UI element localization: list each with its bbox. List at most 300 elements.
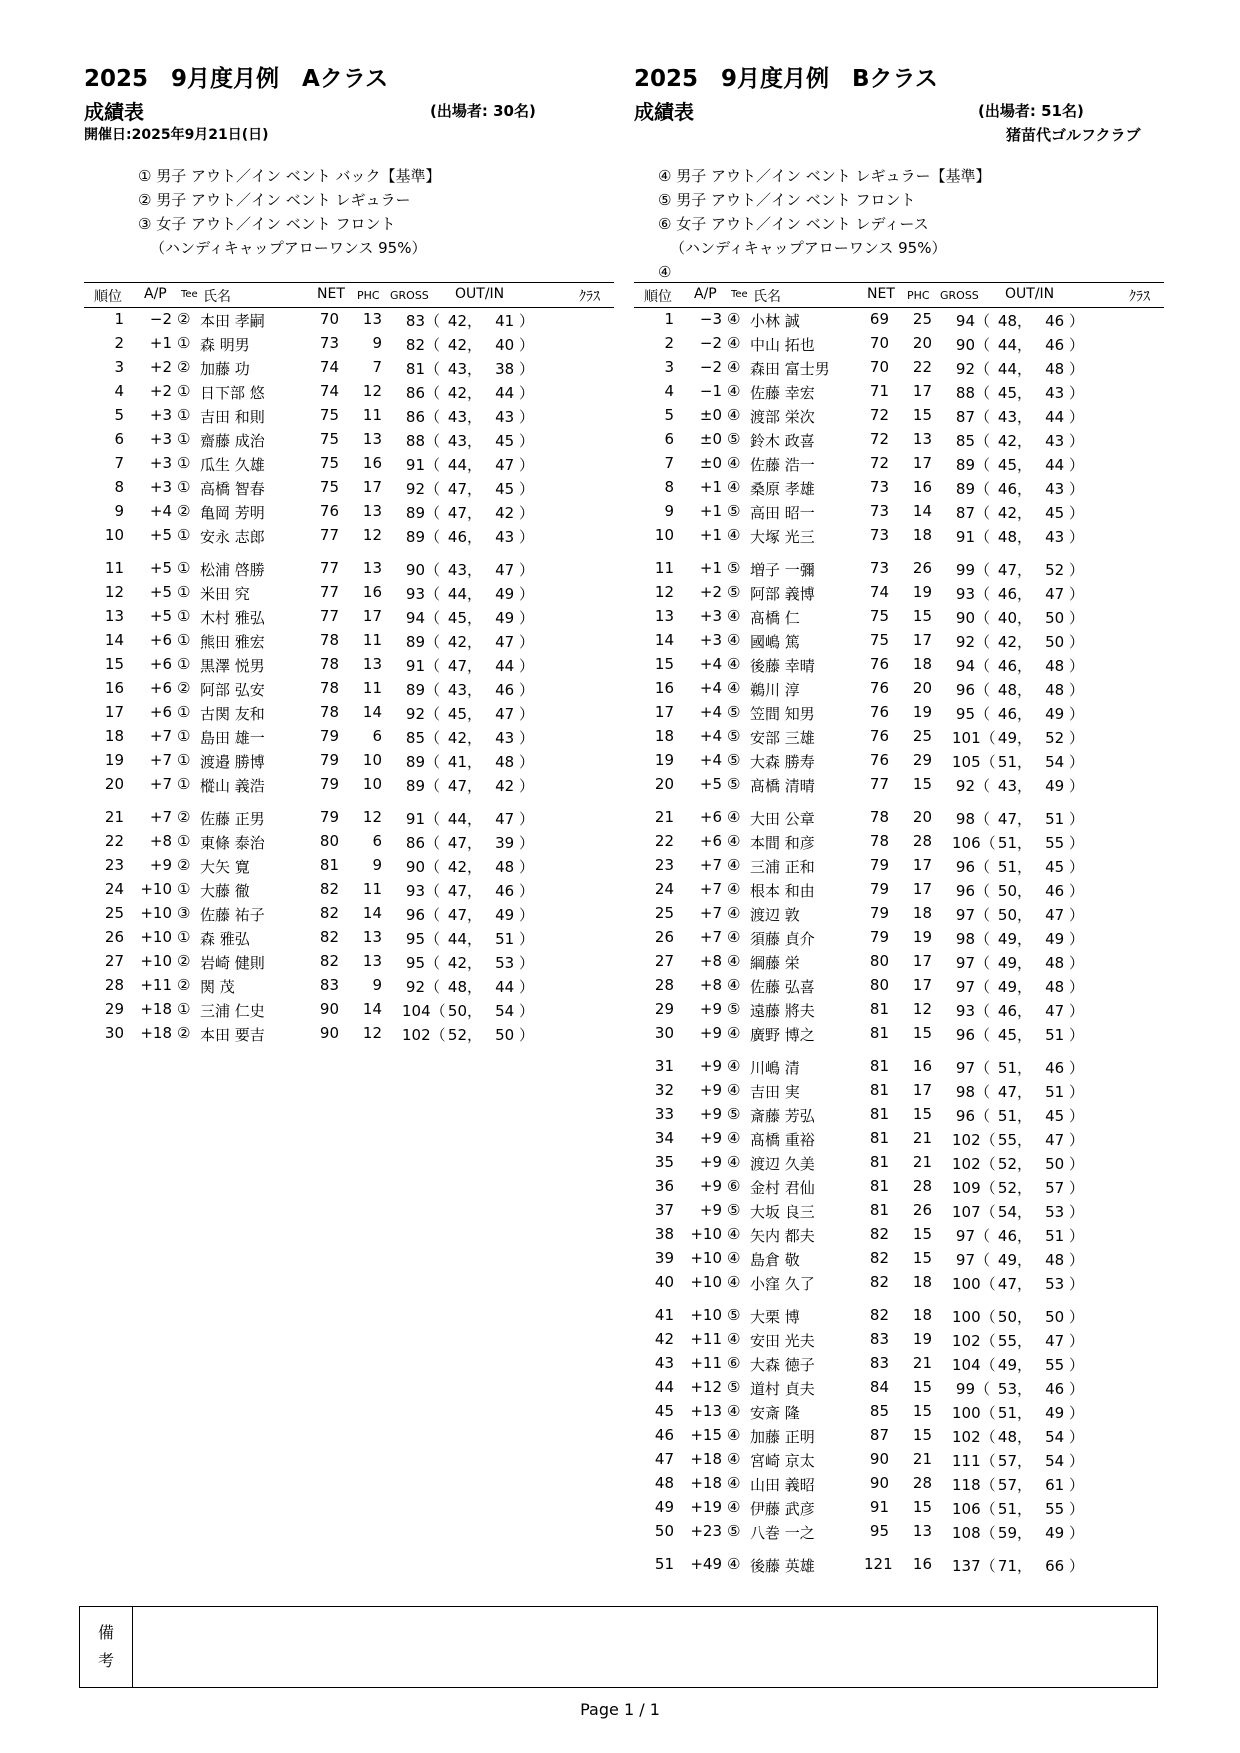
cell-name: 増子 一彌 <box>750 561 815 579</box>
cell-phc: 17 <box>912 976 932 994</box>
table-row <box>84 902 614 926</box>
cell-phc: 15 <box>912 607 932 625</box>
cell-tee: ⑥ <box>727 1177 741 1195</box>
cell-gross: 92（ <box>405 480 440 498</box>
cell-name: 齋藤 成治 <box>200 432 265 450</box>
cell-out: 42， <box>447 312 482 330</box>
cell-out: 49， <box>997 978 1032 996</box>
cell-rank: 5 <box>114 406 124 424</box>
cell-ap: +18 <box>690 1450 722 1468</box>
cell-tee: ② <box>177 976 191 994</box>
cell-out: 46， <box>447 528 482 546</box>
cell-tee: ④ <box>727 952 741 970</box>
cell-out: 49， <box>997 1251 1032 1269</box>
cell-ap: +1 <box>699 502 722 520</box>
cell-name: 大矢 寛 <box>200 858 250 876</box>
class-b-table <box>634 282 1164 1577</box>
cell-ap: +7 <box>149 727 172 745</box>
cell-out: 47， <box>447 480 482 498</box>
cell-name: 中山 拓也 <box>750 336 815 354</box>
table-row <box>84 428 614 452</box>
cell-net: 77 <box>319 526 339 544</box>
cell-phc: 21 <box>912 1450 932 1468</box>
cell-in: 55 ） <box>1045 1356 1084 1374</box>
cell-net: 77 <box>319 559 339 577</box>
table-row <box>634 677 1164 701</box>
cell-rank: 34 <box>654 1129 674 1147</box>
table-row <box>84 830 614 854</box>
cell-net: 75 <box>869 631 889 649</box>
cell-rank: 13 <box>104 607 124 625</box>
cell-gross: 83（ <box>405 312 440 330</box>
cell-name: 加藤 正明 <box>750 1428 815 1446</box>
table-row <box>84 452 614 476</box>
cell-name: 黒澤 悦男 <box>200 657 265 675</box>
cell-phc: 28 <box>912 1474 932 1492</box>
cell-name: 金村 君仙 <box>750 1179 815 1197</box>
cell-in: 43 ） <box>1045 528 1084 546</box>
cell-name: 佐藤 正男 <box>200 810 265 828</box>
cell-in: 50 ） <box>495 1026 534 1044</box>
cell-ap: +9 <box>699 1000 722 1018</box>
cell-tee: ⑥ <box>727 1354 741 1372</box>
cell-in: 47 ） <box>495 456 534 474</box>
cell-net: 76 <box>869 655 889 673</box>
header-net: NET <box>317 286 345 302</box>
handicap-allowance: （ハンディキャップアローワンス 95%） <box>150 239 427 257</box>
cell-gross: 91（ <box>405 456 440 474</box>
cell-phc: 12 <box>362 382 382 400</box>
cell-net: 82 <box>319 928 339 946</box>
cell-gross: 97（ <box>955 954 990 972</box>
cell-rank: 27 <box>104 952 124 970</box>
table-row <box>84 701 614 725</box>
cell-ap: +6 <box>149 679 172 697</box>
cell-ap: +3 <box>699 631 722 649</box>
cell-tee: ④ <box>727 1450 741 1468</box>
cell-tee: ⑤ <box>727 751 741 769</box>
cell-rank: 26 <box>104 928 124 946</box>
cell-in: 66 ） <box>1045 1557 1084 1575</box>
cell-name: 島田 雄一 <box>200 729 265 747</box>
cell-out: 42， <box>447 954 482 972</box>
cell-out: 57， <box>997 1476 1032 1494</box>
cell-out: 42， <box>447 729 482 747</box>
cell-net: 76 <box>869 679 889 697</box>
remarks-box <box>79 1606 1158 1688</box>
cell-tee: ④ <box>727 334 741 352</box>
cell-net: 79 <box>869 904 889 922</box>
cell-gross: 104（ <box>402 1002 446 1020</box>
cell-phc: 16 <box>362 454 382 472</box>
table-row <box>634 1199 1164 1223</box>
cell-net: 73 <box>869 478 889 496</box>
cell-rank: 43 <box>654 1354 674 1372</box>
cell-name: 髙橋 重裕 <box>750 1131 815 1149</box>
cell-rank: 16 <box>654 679 674 697</box>
cell-gross: 102（ <box>402 1026 446 1044</box>
cell-tee: ⑤ <box>727 1000 741 1018</box>
cell-rank: 32 <box>654 1081 674 1099</box>
cell-out: 43， <box>997 408 1032 426</box>
header-rank: 順位 <box>94 289 122 305</box>
cell-ap: +9 <box>699 1201 722 1219</box>
cell-out: 50， <box>447 1002 482 1020</box>
cell-name: 渡辺 敦 <box>750 906 800 924</box>
remarks-label-char: 考 <box>97 1651 114 1670</box>
cell-in: 45 ） <box>1045 504 1084 522</box>
cell-ap: +9 <box>699 1153 722 1171</box>
cell-name: 吉田 実 <box>750 1083 800 1101</box>
cell-name: 高橋 智春 <box>200 480 265 498</box>
cell-ap: +10 <box>140 880 172 898</box>
cell-net: 90 <box>869 1450 889 1468</box>
table-row <box>84 998 614 1022</box>
cell-rank: 19 <box>104 751 124 769</box>
cell-tee: ① <box>177 751 191 769</box>
cell-out: 43， <box>447 360 482 378</box>
cell-ap: +1 <box>699 526 722 544</box>
cell-tee: ④ <box>727 478 741 496</box>
cell-gross: 90（ <box>405 561 440 579</box>
class-a-title: 2025 9月度月例 Aクラス <box>84 66 389 92</box>
cell-net: 76 <box>869 751 889 769</box>
cell-net: 90 <box>319 1000 339 1018</box>
cell-gross: 96（ <box>955 858 990 876</box>
cell-ap: +10 <box>690 1225 722 1243</box>
cell-in: 45 ） <box>1045 858 1084 876</box>
cell-gross: 89（ <box>955 480 990 498</box>
table-row <box>84 524 614 548</box>
cell-in: 43 ） <box>495 528 534 546</box>
header-class: ｸﾗｽ <box>579 289 600 305</box>
cell-in: 46 ） <box>1045 882 1084 900</box>
cell-ap: +5 <box>149 583 172 601</box>
cell-ap: +7 <box>699 904 722 922</box>
cell-tee: ① <box>177 559 191 577</box>
cell-rank: 11 <box>104 559 124 577</box>
cell-phc: 15 <box>912 1426 932 1444</box>
remarks-label <box>80 1607 133 1687</box>
cell-gross: 97（ <box>955 1251 990 1269</box>
table-row <box>634 701 1164 725</box>
cell-phc: 13 <box>912 430 932 448</box>
cell-in: 51 ） <box>1045 1026 1084 1044</box>
cell-gross: 89（ <box>405 777 440 795</box>
cell-out: 47， <box>997 1275 1032 1293</box>
cell-net: 81 <box>869 1105 889 1123</box>
cell-tee: ④ <box>727 655 741 673</box>
cell-tee: ① <box>177 655 191 673</box>
cell-tee: ① <box>177 334 191 352</box>
cell-net: 82 <box>319 952 339 970</box>
cell-tee: ② <box>177 502 191 520</box>
cell-net: 82 <box>319 904 339 922</box>
cell-rank: 4 <box>114 382 124 400</box>
cell-ap: +4 <box>149 502 172 520</box>
cell-gross: 95（ <box>955 705 990 723</box>
cell-ap: +1 <box>699 559 722 577</box>
cell-net: 82 <box>869 1306 889 1324</box>
cell-rank: 9 <box>664 502 674 520</box>
cell-out: 46， <box>997 1002 1032 1020</box>
cell-net: 74 <box>319 358 339 376</box>
cell-tee: ⑤ <box>727 583 741 601</box>
cell-gross: 92（ <box>955 360 990 378</box>
cell-in: 47 ） <box>495 561 534 579</box>
table-row <box>634 356 1164 380</box>
cell-name: 関 茂 <box>200 978 235 996</box>
class-b-title: 2025 9月度月例 Bクラス <box>634 66 938 92</box>
cell-in: 48 ） <box>1045 681 1084 699</box>
header-tee: Tee <box>731 289 748 300</box>
cell-in: 48 ） <box>1045 657 1084 675</box>
table-row <box>634 1472 1164 1496</box>
cell-rank: 48 <box>654 1474 674 1492</box>
cell-in: 48 ） <box>495 753 534 771</box>
table-row <box>634 332 1164 356</box>
cell-tee: ① <box>177 478 191 496</box>
cell-ap: +4 <box>699 727 722 745</box>
cell-out: 42， <box>997 432 1032 450</box>
cell-name: 大藤 徹 <box>200 882 250 900</box>
cell-net: 75 <box>319 478 339 496</box>
table-row <box>634 902 1164 926</box>
cell-out: 52， <box>997 1155 1032 1173</box>
cell-gross: 92（ <box>405 978 440 996</box>
cell-name: 鈴木 政喜 <box>750 432 815 450</box>
cell-name: 渡邉 勝博 <box>200 753 265 771</box>
cell-rank: 10 <box>654 526 674 544</box>
cell-gross: 101（ <box>952 729 996 747</box>
cell-tee: ① <box>177 1000 191 1018</box>
table-row <box>634 476 1164 500</box>
cell-out: 46， <box>997 657 1032 675</box>
cell-out: 44， <box>447 456 482 474</box>
cell-ap: +7 <box>149 751 172 769</box>
cell-ap: +18 <box>140 1024 172 1042</box>
header-net: NET <box>867 286 895 302</box>
cell-name: 大栗 博 <box>750 1308 800 1326</box>
table-row <box>634 428 1164 452</box>
cell-out: 55， <box>997 1131 1032 1149</box>
tee-line: ④ 男子 アウト／イン ベント レギュラー【基準】 <box>658 167 991 185</box>
cell-ap: +11 <box>140 976 172 994</box>
cell-net: 77 <box>869 775 889 793</box>
cell-net: 81 <box>319 856 339 874</box>
cell-ap: +10 <box>690 1306 722 1324</box>
cell-tee: ① <box>177 583 191 601</box>
cell-out: 51， <box>997 858 1032 876</box>
table-row <box>84 854 614 878</box>
cell-tee: ④ <box>727 1426 741 1444</box>
cell-net: 81 <box>869 1129 889 1147</box>
cell-net: 77 <box>319 583 339 601</box>
cell-name: 木村 雅弘 <box>200 609 265 627</box>
cell-phc: 17 <box>912 454 932 472</box>
cell-in: 43 ） <box>1045 480 1084 498</box>
table-row <box>634 1352 1164 1376</box>
table-row <box>634 1055 1164 1079</box>
cell-ap: +5 <box>699 775 722 793</box>
cell-name: 宮崎 京太 <box>750 1452 815 1470</box>
cell-out: 44， <box>997 360 1032 378</box>
cell-rank: 3 <box>114 358 124 376</box>
cell-net: 73 <box>869 502 889 520</box>
tee-line: ② 男子 アウト／イン ベント レギュラー <box>138 191 411 209</box>
cell-rank: 18 <box>104 727 124 745</box>
cell-tee: ④ <box>727 1555 741 1573</box>
cell-tee: ① <box>177 928 191 946</box>
cell-rank: 49 <box>654 1498 674 1516</box>
cell-phc: 15 <box>912 406 932 424</box>
cell-gross: 96（ <box>955 882 990 900</box>
cell-rank: 12 <box>104 583 124 601</box>
cell-tee: ④ <box>727 880 741 898</box>
cell-name: 髙橋 清晴 <box>750 777 815 795</box>
table-row <box>634 557 1164 581</box>
cell-phc: 11 <box>362 679 382 697</box>
cell-ap: −1 <box>699 382 722 400</box>
cell-gross: 96（ <box>405 906 440 924</box>
cell-name: 岩崎 健則 <box>200 954 265 972</box>
cell-rank: 23 <box>104 856 124 874</box>
cell-rank: 13 <box>654 607 674 625</box>
cell-in: 47 ） <box>1045 1332 1084 1350</box>
cell-name: 佐藤 浩一 <box>750 456 815 474</box>
cell-name: 渡部 栄次 <box>750 408 815 426</box>
cell-ap: +9 <box>699 1105 722 1123</box>
cell-in: 49 ） <box>1045 1404 1084 1422</box>
cell-rank: 36 <box>654 1177 674 1195</box>
cell-name: 大田 公章 <box>750 810 815 828</box>
cell-gross: 98（ <box>955 930 990 948</box>
class-a-players: (出場者: 30名) <box>430 102 536 120</box>
cell-in: 45 ） <box>495 480 534 498</box>
cell-in: 44 ） <box>495 978 534 996</box>
cell-tee: ④ <box>727 1402 741 1420</box>
cell-phc: 6 <box>372 727 382 745</box>
cell-rank: 6 <box>114 430 124 448</box>
cell-phc: 11 <box>362 631 382 649</box>
cell-tee: ⑤ <box>727 1105 741 1123</box>
cell-gross: 82（ <box>405 336 440 354</box>
cell-rank: 21 <box>654 808 674 826</box>
cell-in: 51 ） <box>495 930 534 948</box>
cell-net: 80 <box>869 952 889 970</box>
cell-out: 49， <box>997 954 1032 972</box>
table-row <box>634 581 1164 605</box>
cell-tee: ④ <box>727 607 741 625</box>
table-row <box>634 878 1164 902</box>
cell-phc: 11 <box>362 880 382 898</box>
table-row <box>634 452 1164 476</box>
cell-gross: 97（ <box>955 978 990 996</box>
cell-phc: 26 <box>912 559 932 577</box>
cell-gross: 87（ <box>955 504 990 522</box>
cell-rank: 20 <box>654 775 674 793</box>
cell-net: 76 <box>319 502 339 520</box>
cell-net: 70 <box>869 334 889 352</box>
cell-ap: +11 <box>690 1330 722 1348</box>
cell-in: 48 ） <box>1045 1251 1084 1269</box>
cell-phc: 17 <box>362 478 382 496</box>
cell-gross: 89（ <box>405 753 440 771</box>
cell-rank: 25 <box>654 904 674 922</box>
table-row <box>634 1496 1164 1520</box>
header-outin: OUT/IN <box>1005 286 1055 302</box>
cell-out: 59， <box>997 1524 1032 1542</box>
cell-gross: 81（ <box>405 360 440 378</box>
cell-net: 74 <box>869 583 889 601</box>
cell-phc: 22 <box>912 358 932 376</box>
cell-gross: 99（ <box>955 561 990 579</box>
tee-line: ③ 女子 アウト／イン ベント フロント <box>138 215 396 233</box>
cell-tee: ④ <box>727 1153 741 1171</box>
cell-tee: ④ <box>727 358 741 376</box>
header-phc: PHC <box>357 289 380 302</box>
cell-out: 54， <box>997 1203 1032 1221</box>
header-class: ｸﾗｽ <box>1129 289 1150 305</box>
table-row <box>634 380 1164 404</box>
cell-rank: 44 <box>654 1378 674 1396</box>
cell-phc: 9 <box>372 976 382 994</box>
cell-rank: 16 <box>104 679 124 697</box>
cell-name: 大塚 光三 <box>750 528 815 546</box>
cell-gross: 85（ <box>955 432 990 450</box>
cell-ap: +4 <box>699 703 722 721</box>
cell-net: 87 <box>869 1426 889 1444</box>
cell-ap: +10 <box>690 1273 722 1291</box>
table-row <box>634 1376 1164 1400</box>
cell-name: 廣野 博之 <box>750 1026 815 1044</box>
class-a-tees <box>138 164 441 260</box>
cell-phc: 28 <box>912 832 932 850</box>
cell-in: 48 ） <box>1045 978 1084 996</box>
cell-phc: 20 <box>912 679 932 697</box>
cell-out: 51， <box>997 1404 1032 1422</box>
cell-in: 48 ） <box>1045 954 1084 972</box>
cell-rank: 8 <box>664 478 674 496</box>
cell-gross: 88（ <box>405 432 440 450</box>
table-row <box>634 830 1164 854</box>
cell-gross: 105（ <box>952 753 996 771</box>
table-row <box>634 1079 1164 1103</box>
cell-out: 47， <box>997 561 1032 579</box>
cell-out: 51， <box>997 1059 1032 1077</box>
cell-phc: 10 <box>362 775 382 793</box>
table-row <box>84 404 614 428</box>
cell-name: 三浦 正和 <box>750 858 815 876</box>
table-row <box>634 998 1164 1022</box>
cell-net: 90 <box>319 1024 339 1042</box>
cell-gross: 90（ <box>955 609 990 627</box>
cell-ap: +2 <box>149 358 172 376</box>
cell-net: 82 <box>869 1225 889 1243</box>
cell-out: 47， <box>447 906 482 924</box>
cell-name: 小林 誠 <box>750 312 800 330</box>
cell-net: 76 <box>869 727 889 745</box>
cell-gross: 111（ <box>952 1452 996 1470</box>
cell-name: 安永 志郎 <box>200 528 265 546</box>
cell-phc: 12 <box>362 808 382 826</box>
cell-gross: 100（ <box>952 1308 996 1326</box>
table-row <box>634 974 1164 998</box>
cell-name: 三浦 仁史 <box>200 1002 265 1020</box>
cell-ap: +10 <box>140 928 172 946</box>
cell-name: 遠藤 將夫 <box>750 1002 815 1020</box>
cell-gross: 97（ <box>955 1059 990 1077</box>
